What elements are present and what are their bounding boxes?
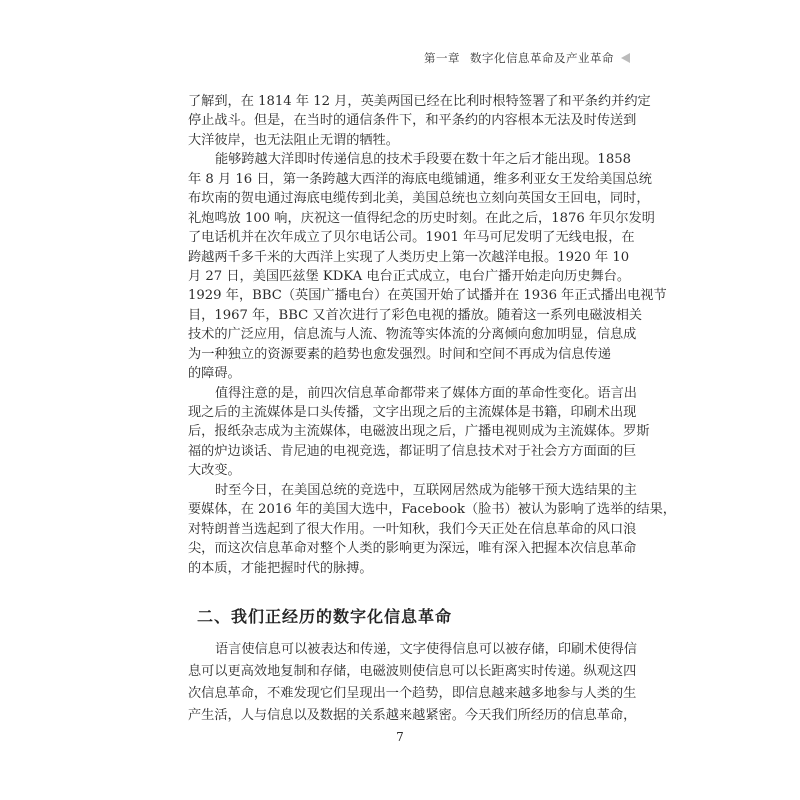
text-line: 大改变。 bbox=[188, 463, 241, 479]
text-line: 技术的广泛应用，信息流与人流、物流等实体流的分离倾向愈加明显，信息成 bbox=[188, 327, 637, 343]
text-line: 年 8 月 16 日，第一条跨越大西洋的海底电缆铺通，维多利亚女王发给美国总统 bbox=[188, 171, 652, 187]
text-line: 福的炉边谈话、肯尼迪的电视竞选，都证明了信息技术对于社会方方面面的巨 bbox=[188, 443, 637, 459]
text-line: 了解到，在 1814 年 12 月，英美两国已经在比利时根特签署了和平条约并约定 bbox=[188, 94, 651, 109]
text-line: 次信息革命，不难发现它们呈现出一个趋势，即信息越来越多地参与人类的生 bbox=[188, 686, 637, 701]
text-line: 目，1967 年，BBC 又首次进行了彩色电视的播放。随着这一系列电磁波相关 bbox=[188, 307, 643, 323]
chapter-title: 数字化信息革命及产业革命 bbox=[470, 51, 614, 65]
body-text bbox=[188, 92, 676, 578]
text-line: 要媒体，在 2016 年的美国大选中，Facebook（脸书）被认为影响了选举的结果， bbox=[188, 502, 676, 518]
text-line: 对特朗普当选起到了很大作用。一叶知秋，我们今天正处在信息革命的风口浪 bbox=[188, 521, 637, 537]
page-number: 7 bbox=[396, 730, 404, 744]
text-line: 了电话机并在次年成立了贝尔电话公司。1901 年马可尼发明了无线电报，在 bbox=[188, 230, 635, 246]
section-heading: 二、我们正经历的数字化信息革命 bbox=[197, 607, 453, 626]
text-line: 的障碍。 bbox=[188, 366, 241, 382]
chapter-number: 第一章 bbox=[424, 51, 460, 65]
text-line: 为一种独立的资源要素的趋势也愈发强烈。时间和空间不再成为信息传递 bbox=[188, 346, 611, 362]
text-line: 尖，而这次信息革命对整个人类的影响更为深远，唯有深入把握本次信息革命 bbox=[188, 541, 637, 557]
text-line: 停止战斗。但是，在当时的通信条件下，和平条约的内容根本无法及时传送到 bbox=[188, 113, 637, 129]
text-line: 后，报纸杂志成为主流媒体，电磁波出现之后，广播电视则成为主流媒体。罗斯 bbox=[188, 424, 650, 440]
text-line: 1929 年，BBC（英国广播电台）在英国开始了试播并在 1936 年正式播出电视节 bbox=[188, 288, 667, 304]
text-line: 息可以更高效地复制和存储，电磁波则使信息可以长距离实时传递。纵观这四 bbox=[188, 664, 637, 679]
text-line: 语言使信息可以被表达和传递，文字使得信息可以被存储，印刷术使得信 bbox=[215, 642, 637, 657]
text-line: 现之后的主流媒体是口头传播，文字出现之后的主流媒体是书籍，印刷术出现 bbox=[188, 405, 637, 420]
text-line: 大洋彼岸，也无法阻止无谓的牺牲。 bbox=[188, 132, 399, 148]
text-line: 布坎南的贺电通过海底电缆传到北美，美国总统也立刻向英国女王回电，同时， bbox=[188, 191, 650, 207]
text-line: 月 27 日，美国匹兹堡 KDKA 电台正式成立，电台广播开始走向历史舞台。 bbox=[188, 268, 631, 284]
text-line: 的本质，才能把握时代的脉搏。 bbox=[188, 560, 373, 576]
triangle-marker-icon bbox=[621, 53, 630, 63]
text-line: 时至今日，在美国总统的竞选中，互联网居然成为能够干预大选结果的主 bbox=[215, 482, 637, 498]
text-line: 跨越两千多千米的大西洋上实现了人类历史上第一次越洋电报。1920 年 10 bbox=[188, 249, 630, 265]
section-body-text bbox=[188, 639, 637, 727]
text-line: 礼炮鸣放 100 响，庆祝这一值得纪念的历史时刻。在此之后，1876 年贝尔发明 bbox=[188, 210, 655, 226]
text-line: 能够跨越大洋即时传递信息的技术手段要在数十年之后才能出现。1858 bbox=[215, 152, 631, 168]
text-line: 值得注意的是，前四次信息革命都带来了媒体方面的革命性变化。语言出 bbox=[215, 385, 637, 401]
running-header bbox=[424, 50, 614, 66]
text-line: 产生活，人与信息以及数据的关系越来越紧密。今天我们所经历的信息革命， bbox=[188, 708, 637, 723]
